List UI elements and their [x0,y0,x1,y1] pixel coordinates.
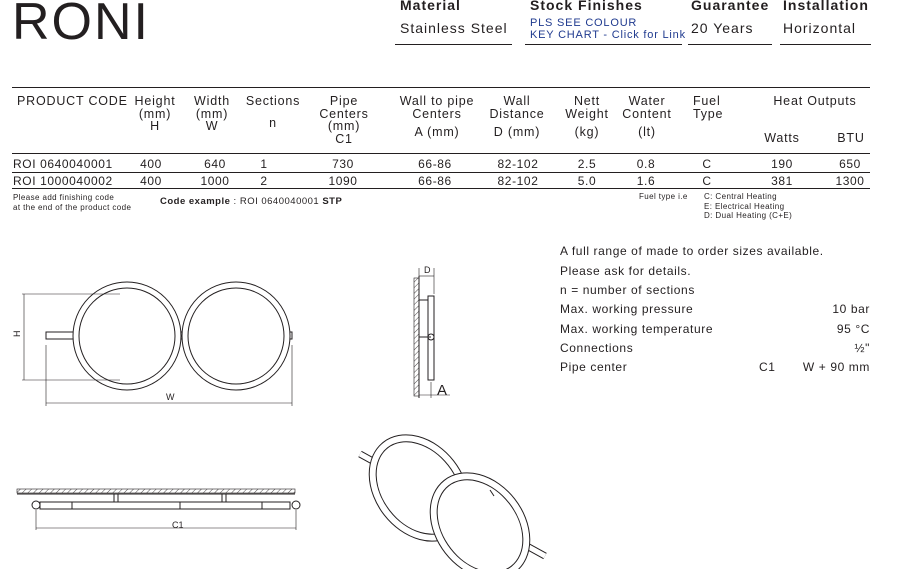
material-value: Stainless Steel [400,20,508,36]
label-c1: C1 [172,520,184,530]
th-fuel-type: Fuel Type [693,94,724,121]
front-view-drawing [22,282,292,406]
th-heat-outputs: Heat Outputs [773,94,857,108]
spec-temp-label: Max. working temperature [560,322,714,336]
th-wall-distance: Wall Distance D (mm) [489,94,545,139]
th-wall-to-pipe: Wall to pipe Centers A (mm) [399,94,475,139]
finishing-code-note: Please add finishing code at the end of the product code [13,193,132,212]
spec-pipe-center-c1: C1 [759,360,776,374]
perspective-view-drawing [349,415,551,569]
th-watts: Watts [764,131,800,145]
spec-connections-label: Connections [560,341,634,355]
spec-intro-2: Please ask for details. [560,264,692,278]
colour-chart-link-line1: PLS SEE COLOUR [530,17,638,29]
label-d: D [424,265,431,275]
th-nett-weight: Nett Weight (kg) [565,94,609,139]
colour-chart-link-line2: KEY CHART - Click for Link [530,29,686,41]
spec-connections-value: ½" [854,341,870,355]
spec-intro-1: A full range of made to order sizes available. [560,244,824,258]
label-w: W [166,392,175,402]
label-h: H [12,330,22,337]
th-btu: BTU [837,131,865,145]
spec-pipe-center-value: W + 90 mm [802,360,870,374]
spec-pipe-center-label: Pipe center [560,360,628,374]
th-sections: Sections n [245,94,301,130]
spec-pressure-value: 10 bar [832,302,870,316]
th-height: Height (mm) H [134,94,176,133]
installation-label: Installation [783,0,869,13]
table-row: ROI 1000040002 400 1000 2 1090 66-86 82-102 5.0 1.6 C 381 1300 [13,174,865,188]
side-view-drawing [414,268,450,398]
fuel-type-label: Fuel type i.e [639,192,688,201]
th-water-content: Water Content (lt) [622,94,672,139]
spec-temp-value: 95 °C [836,322,870,336]
th-product-code: PRODUCT CODE [17,94,128,108]
fuel-type-list: C: Central Heating E: Electrical Heating D: Dual Heating (C+E) [704,192,793,220]
guarantee-value: 20 Years [691,20,754,36]
top-view-drawing [17,489,300,530]
spec-pressure-label: Max. working pressure [560,302,694,316]
material-label: Material [400,0,461,13]
table-row: ROI 0640040001 400 640 1 730 66-86 82-102 2.5 0.8 C 190 650 [13,157,861,171]
finishes-label: Stock Finishes [530,0,643,13]
spec-n-definition: n = number of sections [560,283,695,297]
th-width: Width (mm) W [194,94,230,133]
code-example: Code example : ROI 0640040001 STP [160,196,343,207]
label-a: A [437,382,448,399]
guarantee-label: Guarantee [691,0,770,13]
brand-logo: RONI [12,0,150,51]
th-pipe-centers: Pipe Centers (mm) C1 [319,94,369,146]
installation-value: Horizontal [783,20,857,36]
